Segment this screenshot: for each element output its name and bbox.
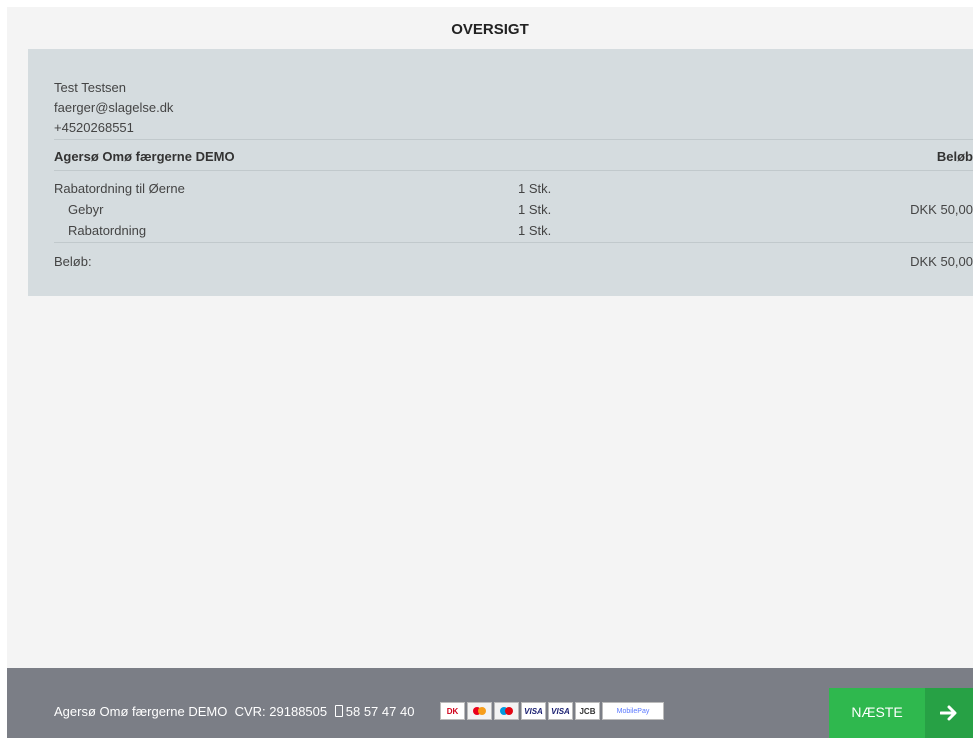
line-item-qty: 1 Stk.	[518, 223, 552, 238]
footer-info	[54, 704, 414, 719]
line-item-amount: DKK 50,00	[910, 202, 973, 217]
total-value: DKK 50,00	[910, 254, 973, 269]
divider	[54, 170, 973, 171]
line-item-qty: 1 Stk.	[518, 202, 552, 217]
line-item	[54, 179, 973, 199]
next-button[interactable]	[829, 688, 973, 738]
next-button-label: NÆSTE	[851, 704, 903, 720]
visa-electron-icon: VISA	[548, 702, 573, 720]
line-item	[54, 200, 973, 220]
line-item-name: Rabatordning	[68, 223, 147, 238]
divider	[54, 139, 973, 140]
phone-icon	[335, 705, 343, 717]
divider	[54, 242, 973, 243]
line-item-name: Gebyr	[68, 202, 104, 217]
footer-company: Agersø Omø færgerne DEMO	[54, 704, 228, 719]
total-row	[54, 252, 973, 272]
footer-cvr: CVR: 29188505	[234, 704, 328, 719]
company-name: Agersø Omø færgerne DEMO	[54, 149, 235, 164]
dankort-icon: DK	[440, 702, 465, 720]
mobilepay-icon: MobilePay	[602, 702, 664, 720]
customer-info	[54, 78, 173, 138]
line-item-name: Rabatordning til Øerne	[54, 181, 185, 196]
maestro-icon	[494, 702, 519, 720]
amount-header: Beløb	[936, 149, 973, 164]
mastercard-icon	[467, 702, 492, 720]
customer-phone: +4520268551	[54, 120, 134, 135]
page-title: OVERSIGT	[451, 21, 529, 38]
jcb-icon: JCB	[575, 702, 600, 720]
payment-cards	[440, 702, 664, 720]
customer-email: faerger@slagelse.dk	[54, 100, 174, 115]
total-label: Beløb:	[54, 254, 92, 269]
page	[7, 7, 973, 738]
visa-icon: VISA	[521, 702, 546, 720]
line-item-qty: 1 Stk.	[518, 181, 552, 196]
footer	[7, 668, 973, 738]
order-header-row	[54, 147, 973, 167]
line-item	[54, 221, 973, 241]
arrow-right-icon	[925, 688, 973, 738]
order-summary-panel	[28, 49, 973, 296]
footer-phone: 58 57 47 40	[345, 704, 415, 719]
customer-name: Test Testsen	[54, 80, 127, 95]
